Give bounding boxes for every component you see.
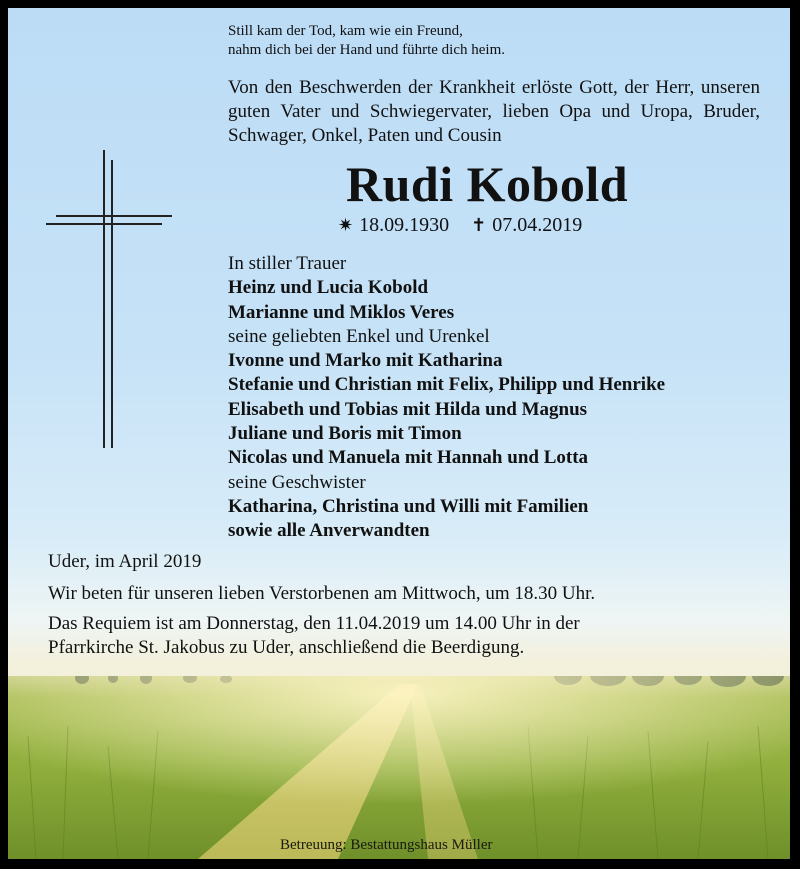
poem-line: Still kam der Tod, kam wie ein Freund,: [228, 23, 463, 39]
deceased-name: Rudi Kobold: [346, 156, 629, 212]
mourner-name: Nicolas und Manuela mit Hannah und Lotta: [228, 447, 589, 469]
mourner-name: sowie alle Anverwandten: [228, 520, 430, 542]
prayer-notice: Wir beten für unseren lieben Verstorbenen am Mittwoch, um 18.30 Uhr.: [48, 583, 596, 604]
requiem-line: Das Requiem ist am Donnerstag, den 11.04.2019 um 14.00 Uhr in der: [48, 613, 580, 634]
mourner-name: Elisabeth und Tobias mit Hilda und Magnus: [228, 398, 588, 420]
mourner-name: Juliane und Boris mit Timon: [228, 423, 462, 445]
intro-line: Schwager, Onkel, Paten und Cousin: [228, 125, 502, 146]
intro-text: [228, 76, 760, 148]
life-dates: [338, 212, 582, 238]
poem: [228, 22, 505, 60]
death-cross-icon: ✝: [471, 215, 487, 235]
mourner-group-label: In stiller Trauer: [228, 253, 347, 274]
requiem-line: Pfarrkirche St. Jakobus zu Uder, anschließend die Beerdigung.: [48, 637, 525, 658]
mourner-name: Ivonne und Marko mit Katharina: [228, 350, 503, 372]
birth-date: 18.09.1930: [359, 214, 450, 236]
requiem-notice: [48, 612, 580, 660]
mourner-name: Katharina, Christina und Willi mit Familien: [228, 495, 589, 517]
location-date: Uder, im April 2019: [48, 551, 202, 572]
wheat-field-image: [8, 676, 790, 859]
mourner-name: Stefanie und Christian mit Felix, Philipp und Henrike: [228, 374, 666, 396]
mourner-name: Marianne und Miklos Veres: [228, 301, 455, 323]
mourner-group-label: seine geliebten Enkel und Urenkel: [228, 325, 490, 347]
birth-star-icon: ✷: [338, 215, 354, 235]
mourner-group-label: seine Geschwister: [228, 471, 366, 493]
funeral-home-credit: Betreuung: Bestattungshaus Müller: [280, 837, 493, 853]
cross-icon: [44, 148, 174, 452]
mourner-name: Heinz und Lucia Kobold: [228, 277, 429, 299]
intro-line: guten Vater und Schwiegervater, lieben Opa und Uropa, Bruder,: [228, 101, 760, 122]
mourners-list: [228, 252, 665, 544]
death-date: 07.04.2019: [492, 214, 583, 236]
obituary-card: [8, 8, 790, 859]
intro-line: Von den Beschwerden der Krankheit erlöste Gott, der Herr, unseren: [228, 77, 760, 98]
poem-line: nahm dich bei der Hand und führte dich heim.: [228, 42, 506, 58]
